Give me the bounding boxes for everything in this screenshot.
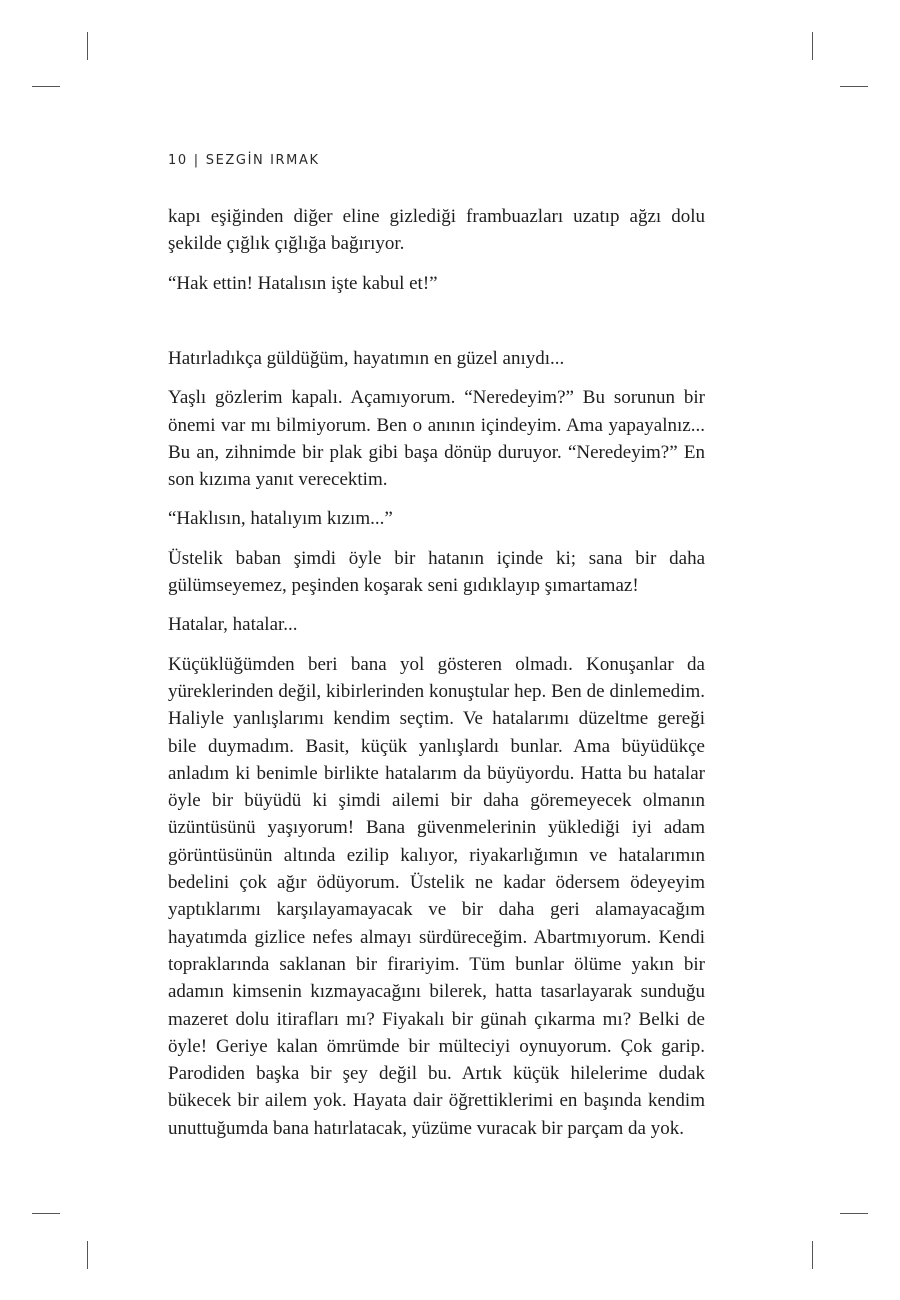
crop-mark-top-left-horizontal: [32, 86, 60, 87]
paragraph: Hatırladıkça güldüğüm, hayatımın en güzel anıydı...: [168, 348, 565, 369]
crop-mark-bottom-left-vertical: [87, 1241, 88, 1269]
paragraph: Üstelik baban şimdi öyle bir hatanın içinde ki; sana bir daha gülümseyemez, peşinden koşarak seni gıdıklayıp şımartamaz!: [168, 547, 705, 597]
paragraph: Hatalar, hatalar...: [168, 614, 298, 636]
paragraph: Küçüklüğümden beri bana yol gösteren olmadı. Konuşanlar da yüreklerinden değil, kibirlerinden konuştular hep. Ben de dinlemedim. Haliyle yanlışlarımı kendim seçtim. Ve hatalarımı düzeltme gereği bile duymadım. Basit, küçük yanlışlardı bunlar. Ama büyüdükçe anladım ki benimle birlikte hatalarım da büyüyordu. Hatta bu hatalar öyle bir büyüdü ki şimdi ailemi bir daha göremeyecek olmanın üzüntüsünü yaşıyorum! Bana güvenmelerinin yüklediği iyi adam görüntüsünün altında ezilip kalıyor, riyakarlığımın ve hatalarımın bedelini çok ağır ödüyorum. Üstelik ne kadar ödersem ödeyeyim yaptıklarımı karşılayamayacak ve bir daha geri alamayacağım hayatımda gizlice nefes almayı sürdüreceğim. Abartmıyorum. Kendi topraklarında saklanan bir firariyim. Tüm bunlar ölüme yakın bir adamın kimsenin kızmayacağını bilerek, hatta tasarlayarak sunduğu mazeret dolu itirafları mı? Fiyakalı bir günah çıkarma mı? Belki de öyle! Geriye kalan ömrümde bir mülteciyi oynuyorum. Çok garip. Parodiden başka bir şey değil bu. Artık küçük hilelerime dudak bükecek bir ailem yok. Hayata dair öğrettiklerimi en başında kendim unuttuğumda bana hatırlatacak, yüzüme vuracak bir parçam da yok.: [168, 653, 705, 1139]
crop-mark-bottom-right-vertical: [812, 1241, 813, 1269]
paragraph: “Hak ettin! Hatalısın işte kabul et!”: [168, 272, 438, 294]
crop-mark-bottom-left-horizontal: [32, 1213, 60, 1214]
paragraph: kapı eşiğinden diğer eline gizlediği frambuazları uzatıp ağzı dolu şekilde çığlık çığlığa bağırıyor.: [168, 206, 705, 255]
text-section-main: [168, 345, 705, 1154]
header-separator: |: [193, 153, 200, 168]
crop-mark-top-left-vertical: [87, 32, 88, 60]
page-number: 10: [168, 153, 188, 168]
text-section-top: [168, 203, 705, 309]
paragraph: Yaşlı gözlerim kapalı. Açamıyorum. “Neredeyim?” Bu sorunun bir önemi var mı bilmiyorum. Ben o anının içindeyim. Ama yapayalnız... Bu an, zihnimde bir plak gibi başa dönüp duruyor. “Neredeyim?” En son kızıma yanıt verecektim.: [168, 387, 705, 491]
author-name: SEZGİN IRMAK: [205, 153, 320, 168]
crop-mark-top-right-vertical: [812, 32, 813, 60]
paragraph: “Haklısın, hatalıyım kızım...”: [168, 508, 393, 530]
crop-mark-bottom-right-horizontal: [840, 1213, 868, 1214]
running-head: [168, 153, 320, 168]
crop-mark-top-right-horizontal: [840, 86, 868, 87]
